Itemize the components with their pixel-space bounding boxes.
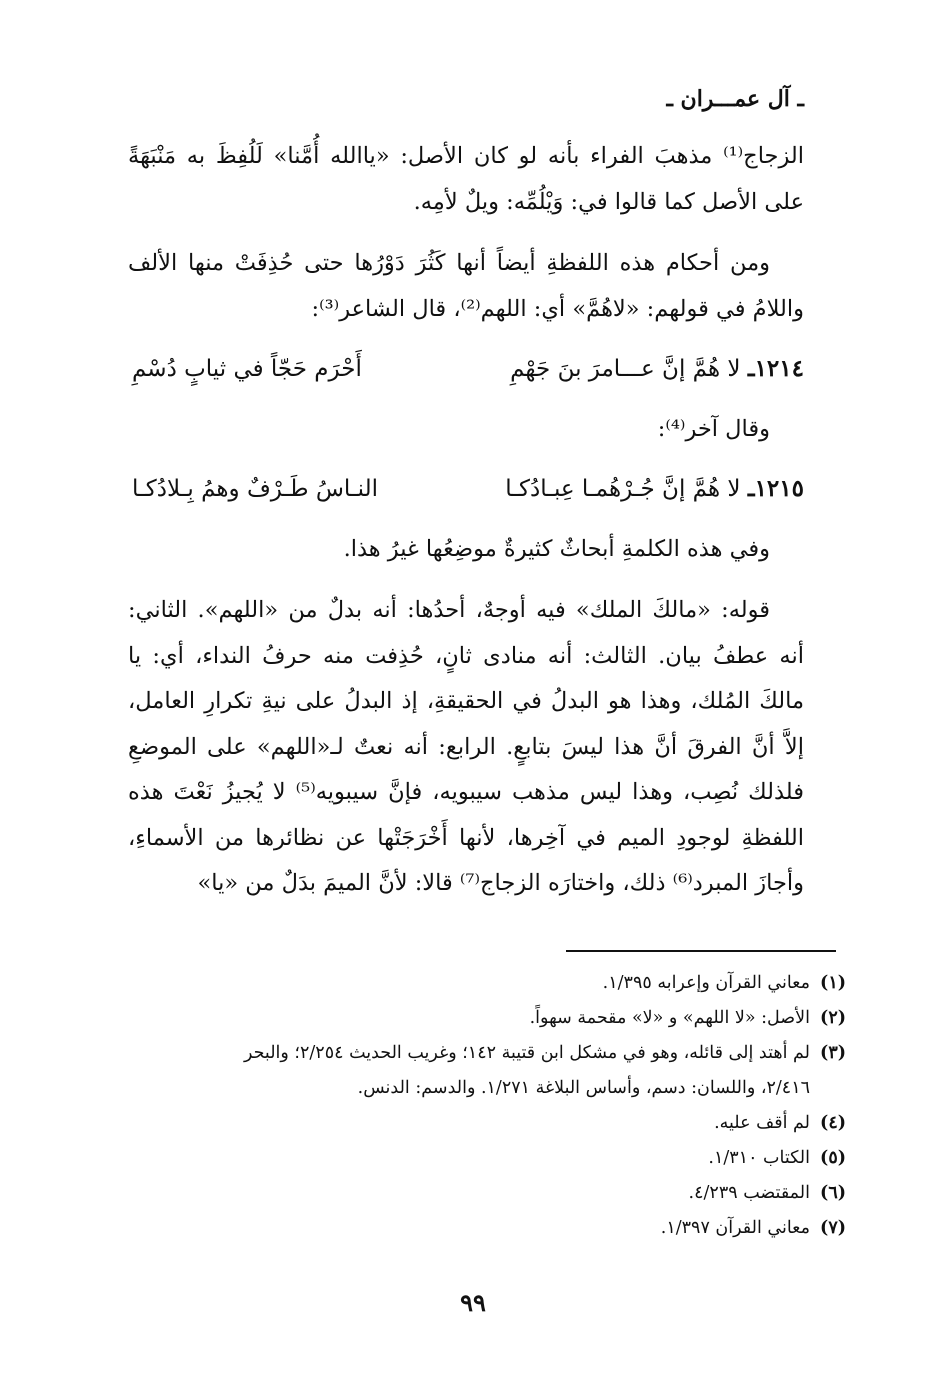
- footnote-text: لم أهتد إلى قائله، وهو في مشكل ابن قتيبة ١٤٢؛ وغريب الحديث ٢/٢٥٤؛ والبحر: [243, 1043, 810, 1063]
- paragraph-abhath: وفي هذه الكلمةِ أبحاثٌ كثيرةٌ موضِعُها غيرُ هذا.: [343, 535, 770, 562]
- running-header: ـ آل عمـــران ـ: [666, 86, 804, 112]
- verse-second-hemistich: النـاسُ طَـرْفٌ وهمُ بِـلادُكـا: [132, 476, 379, 502]
- footnote-5: [128, 1141, 846, 1176]
- verse-first-text: لا هُمَّ إنَّ جُـرْهُمـا عِبـادُكـا: [505, 476, 741, 502]
- verse-1214: [128, 346, 804, 393]
- footnotes: [128, 966, 846, 1246]
- footnote-2: [128, 1001, 846, 1036]
- verse-first-text: لا هُمَّ إنَّ عـــامرَ بنَ جَهْمِ: [510, 356, 741, 382]
- paragraph-wa-qala-akhar: وقال آخر⁽⁴⁾:: [657, 415, 770, 442]
- footnote-number: (٤): [820, 1113, 846, 1133]
- footnote-text: الكتاب ١/٣١٠.: [708, 1148, 810, 1168]
- footnote-number: (٣): [820, 1043, 846, 1063]
- footnote-text: لم أقف عليه.: [714, 1113, 810, 1133]
- paragraph-zajjaj: الزجاج⁽¹⁾ مذهبَ الفراء بأنه لو كان الأصل: «ياالله أُمَّنا» لَلُفِظَ به مَنْبَهَةً على الأصل كما قالوا في: وَيْلُمِّه: ويلٌ لأمِه.: [128, 143, 804, 215]
- footnote-text: المقتضب ٤/٢٣٩.: [688, 1183, 810, 1203]
- footnote-number: (١): [820, 973, 846, 993]
- verse-second-hemistich: أَحْرَم حَجّاً في ثيابٍ دُسْمِ: [132, 356, 362, 382]
- verse-1215: [128, 466, 804, 513]
- footnote-text: الأصل: «لا اللهم» و «لا» مقحمة سهواً.: [529, 1008, 810, 1028]
- paragraph-malik-al-mulk: قوله: «مالكَ الملك» فيه أوجهٌ، أحدُها: أنه بدلٌ من «اللهم». الثاني: أنه عطفُ بيان. الثالث: أنه منادى ثانٍ، حُذِفت منه حرفُ النداء، أي: يا مالكَ المُلك، وهذا هو البدلُ في الحقيقةِ، إذ البدلُ على نيةِ تكرارِ العامل، إلاَّ أنَّ الفرقَ أنَّ هذا ليسَ بتابعٍ. الرابع: أنه نعتٌ لـ«اللهم» على الموضعِ فلذلك نُصِب، وهذا ليس مذهب سيبويه، فإنَّ سيبويه⁽⁵⁾ لا يُجيزُ نَعْتَ هذه اللفظةِ لوجودِ الميم في آخِرها، لأنها أَخْرَجَتْها عن نظائرها من الأسماءِ، وأجازَ المبرد⁽⁶⁾ ذلك، واختارَه الزجاج⁽⁷⁾ قالا: لأنَّ الميمَ بدَلٌ من «يا»: [128, 597, 804, 896]
- page-number: ٩٩: [460, 1288, 486, 1317]
- verse-first-hemistich: [505, 466, 804, 513]
- verse-number: ١٢١٤ـ: [747, 355, 804, 382]
- paragraph-ahkam: ومن أحكام هذه اللفظةِ أيضاً أنها كَثُرَ دَوْرُها حتى حُذِفَتْ منها الألف واللامُ في قولهم: «لاهُمَّ» أي: اللهم⁽²⁾، قال الشاعر⁽³⁾:: [128, 250, 804, 322]
- footnote-number: (٢): [820, 1008, 846, 1028]
- footnote-4: [128, 1106, 846, 1141]
- footnote-number: (٧): [820, 1218, 846, 1238]
- main-text: [128, 134, 804, 907]
- footnote-1: [128, 966, 846, 1001]
- footnote-number: (٥): [820, 1148, 846, 1168]
- verse-number: ١٢١٥ـ: [747, 475, 804, 502]
- footnote-7: [128, 1211, 846, 1246]
- footnote-text: معاني القرآن ١/٣٩٧.: [660, 1218, 810, 1238]
- footnote-3: [128, 1036, 846, 1071]
- footnote-separator: [566, 950, 836, 952]
- footnote-text: معاني القرآن وإعرابه ١/٣٩٥.: [602, 973, 810, 993]
- verse-first-hemistich: [510, 346, 804, 393]
- footnote-number: (٦): [820, 1183, 846, 1203]
- footnote-6: [128, 1176, 846, 1211]
- footnote-3-continuation: ٢/٤١٦، واللسان: دسم، وأساس البلاغة ١/٢٧١. والدسم: الدنس.: [357, 1078, 810, 1098]
